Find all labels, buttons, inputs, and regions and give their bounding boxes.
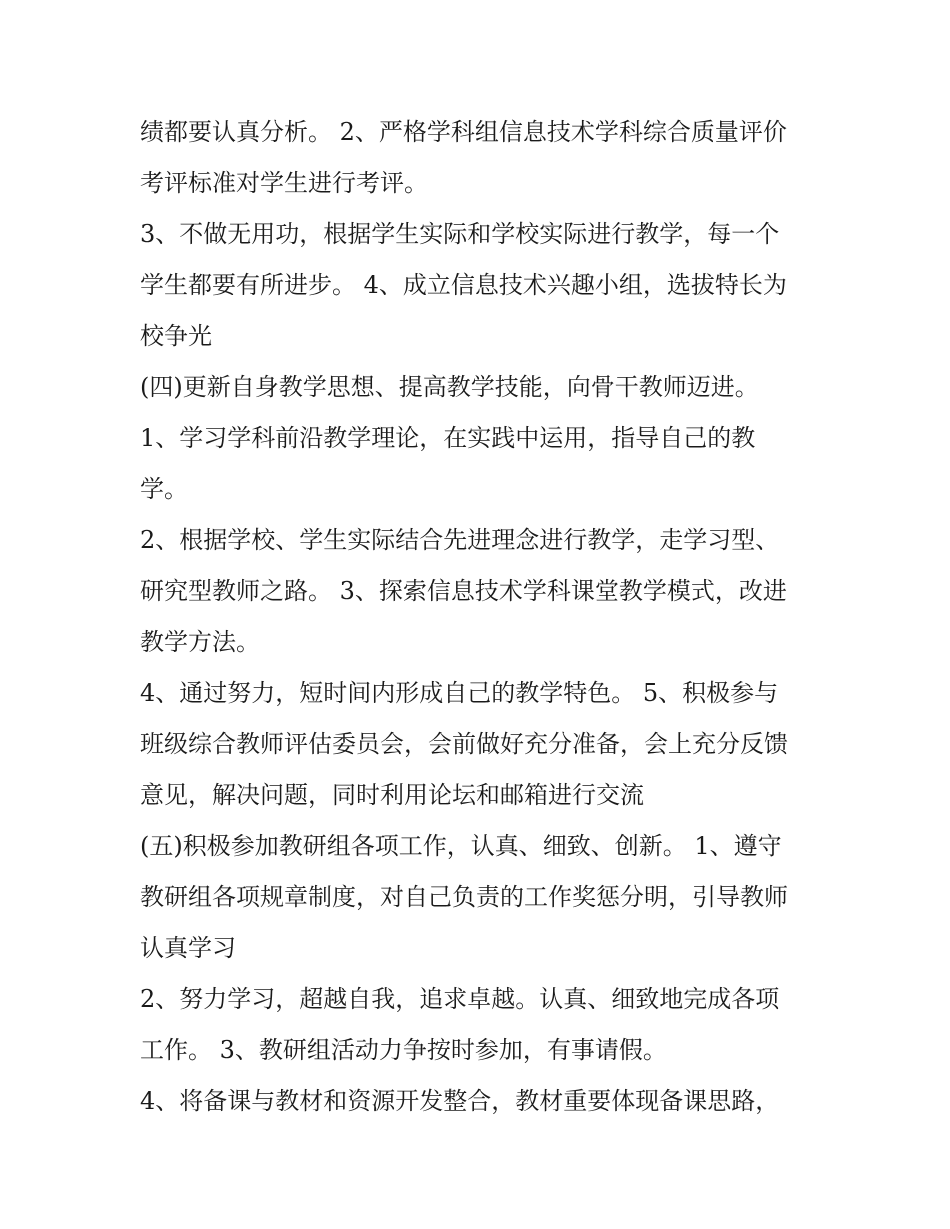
text-line: 4、通过努力，短时间内形成自己的教学特色。 5、积极参与 xyxy=(140,679,779,707)
body-text xyxy=(140,107,830,1127)
text-line: 2、努力学习，超越自我，追求卓越。认真、细致地完成各项 xyxy=(140,985,780,1013)
text-line: 3、不做无用功，根据学生实际和学校实际进行教学，每一个 xyxy=(140,220,780,248)
text-line: 认真学习 xyxy=(140,934,236,962)
text-line: 教学方法。 xyxy=(140,628,260,656)
text-line: 研究型教师之路。 3、探索信息技术学科课堂教学模式，改进 xyxy=(140,577,787,605)
text-line: 1、学习学科前沿教学理论，在实践中运用，指导自己的教 xyxy=(140,424,756,452)
section-heading-5: (五)积极参加教研组各项工作，认真、细致、创新。 1、遵守 xyxy=(140,832,782,860)
text-line: 学。 xyxy=(140,475,188,503)
text-line: 校争光 xyxy=(140,322,212,350)
text-line: 考评标准对学生进行考评。 xyxy=(140,169,428,197)
text-line: 意见，解决问题，同时利用论坛和邮箱进行交流 xyxy=(140,781,644,809)
text-line: 学生都要有所进步。 4、成立信息技术兴趣小组，选拔特长为 xyxy=(140,271,787,299)
text-line: 班级综合教师评估委员会，会前做好充分准备，会上充分反馈 xyxy=(140,730,788,758)
text-line: 工作。 3、教研组活动力争按时参加，有事请假。 xyxy=(140,1036,667,1064)
text-line: 2、根据学校、学生实际结合先进理念进行教学，走学习型、 xyxy=(140,526,780,554)
text-line: 4、将备课与教材和资源开发整合，教材重要体现备课思路， xyxy=(140,1087,780,1115)
text-line: 绩都要认真分析。 2、严格学科组信息技术学科综合质量评价 xyxy=(140,118,787,146)
section-heading-4: (四)更新自身教学思想、提高教学技能，向骨干教师迈进。 xyxy=(140,373,759,401)
text-line: 教研组各项规章制度，对自己负责的工作奖惩分明，引导教师 xyxy=(140,883,788,911)
